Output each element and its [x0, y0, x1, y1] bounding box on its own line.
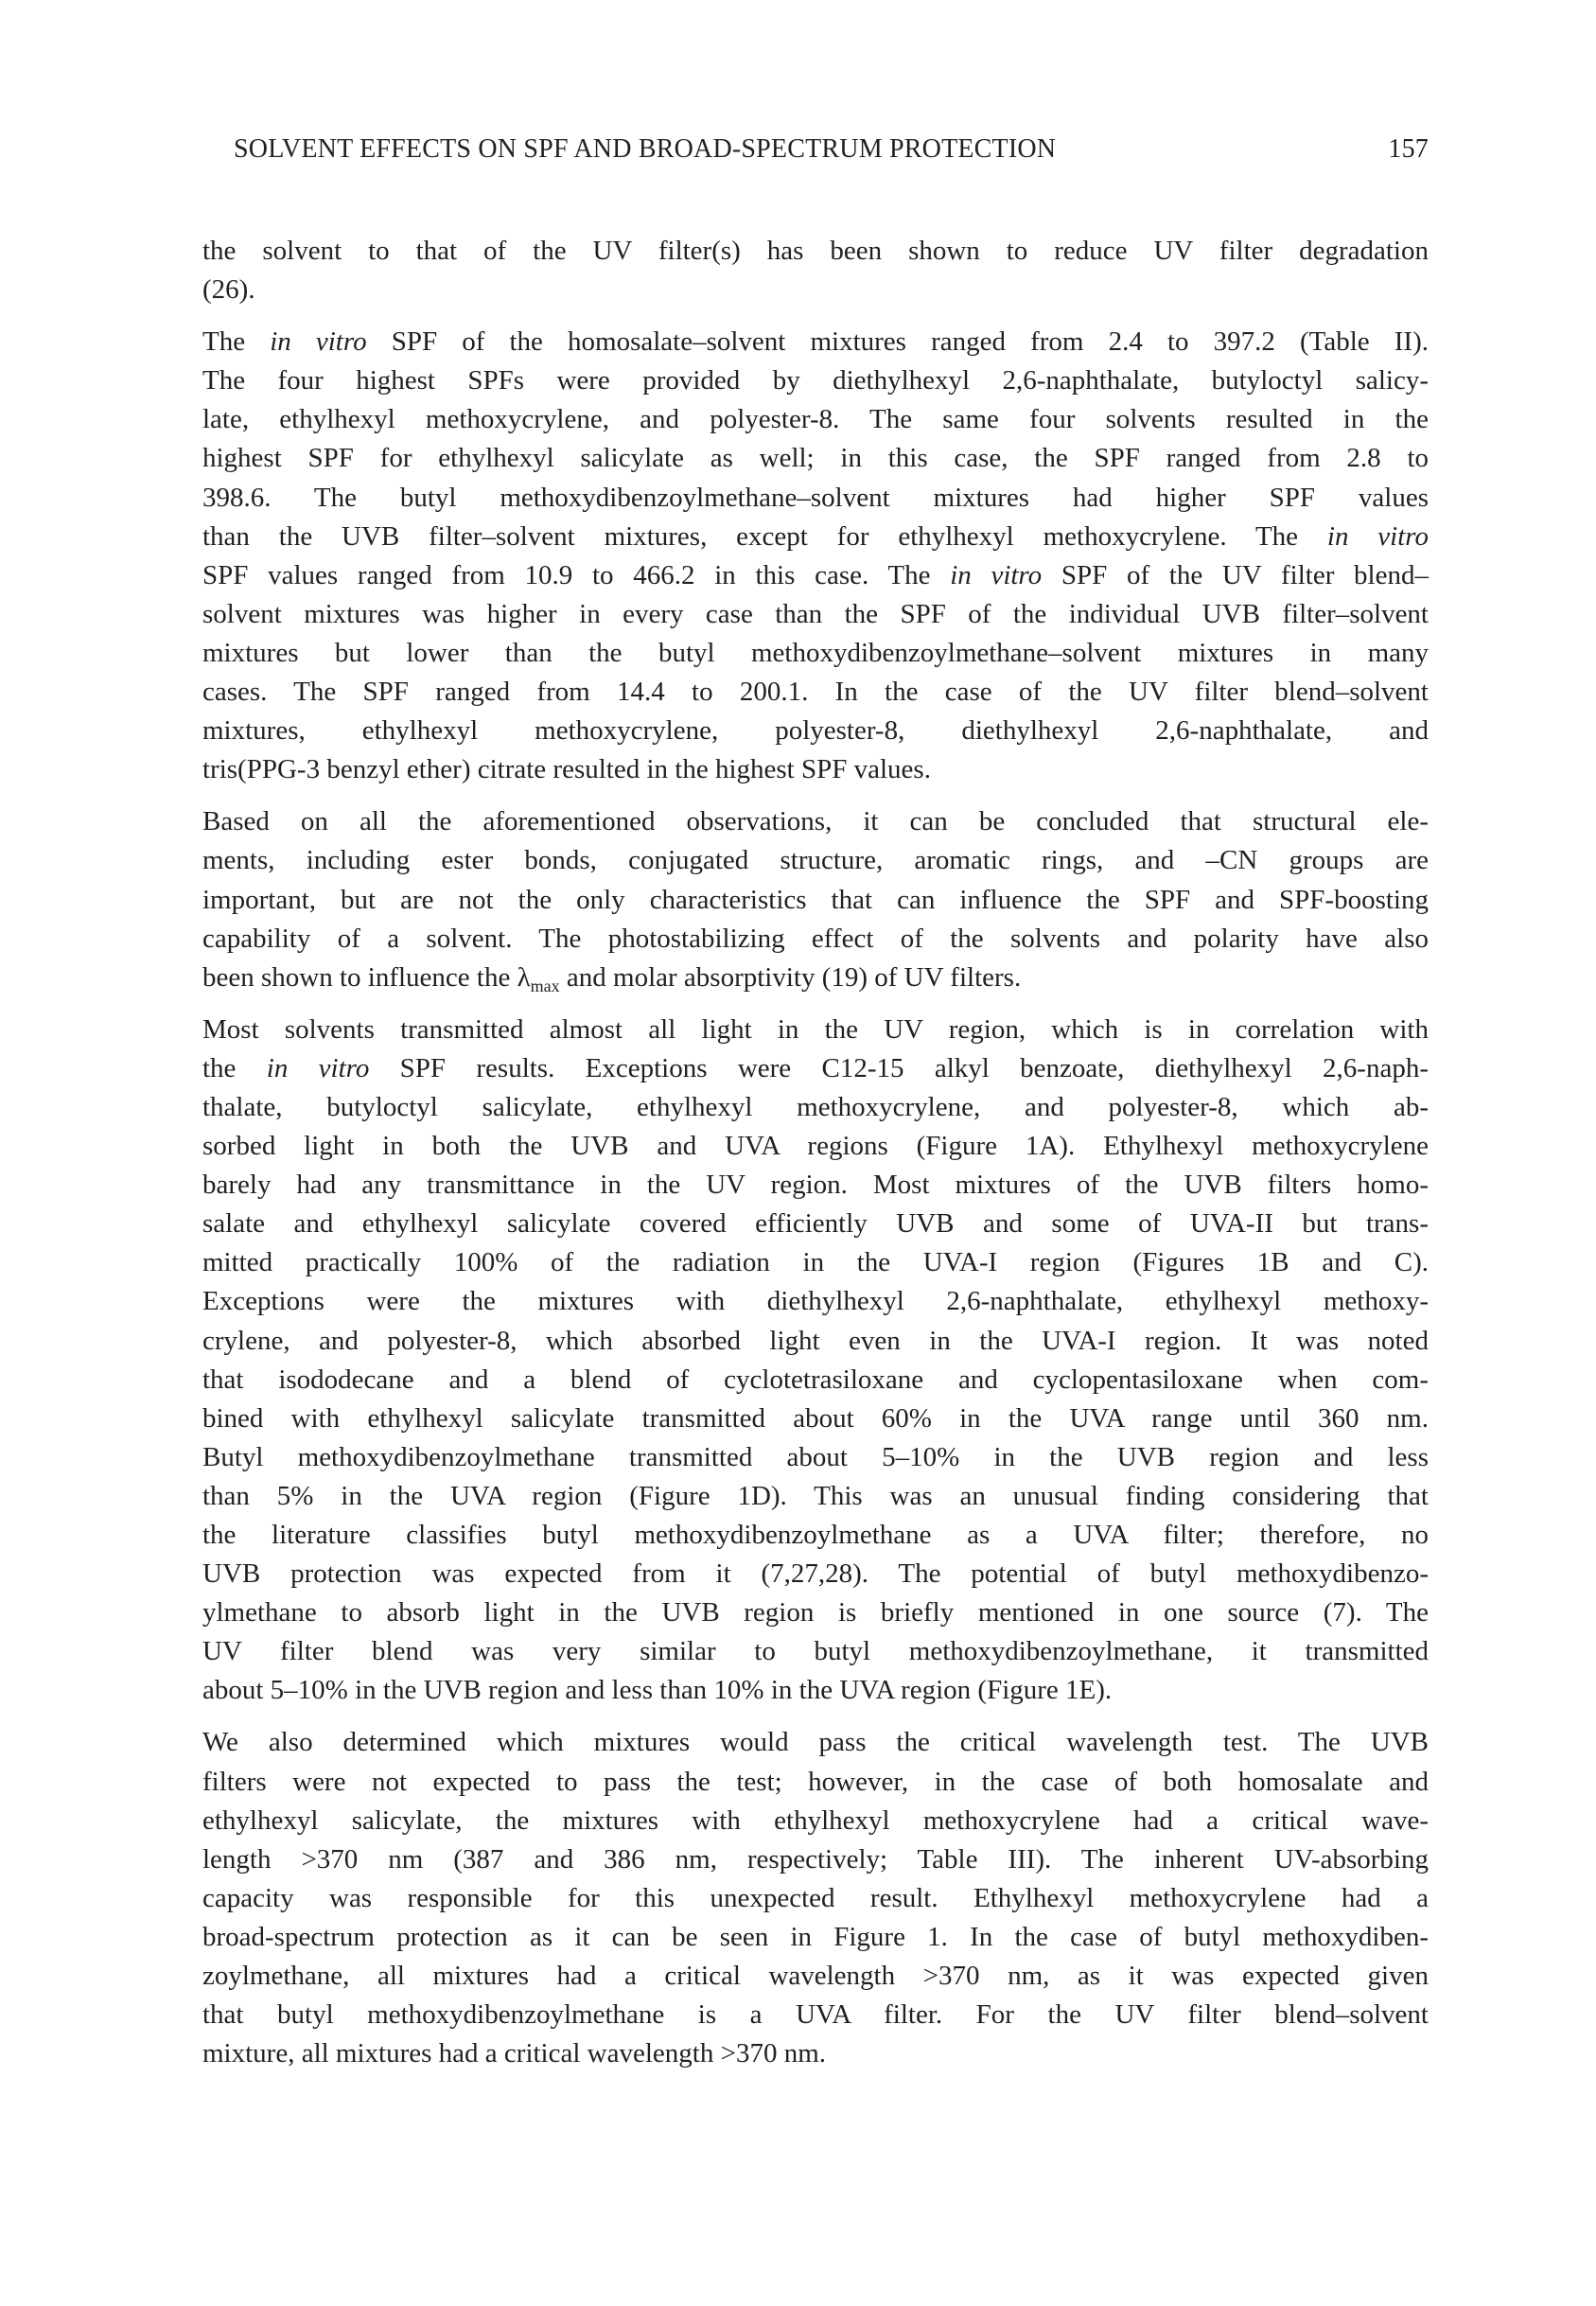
text-line: than 5% in the UVA region (Figure 1D). This was an unusual finding considering that — [202, 1480, 1429, 1511]
text-line: important, but are not the only characteristics that can influence the SPF and SPF-boosting — [202, 884, 1429, 915]
text-line: tris(PPG-3 benzyl ether) citrate resulted in the highest SPF values. — [202, 754, 931, 785]
text-line: highest SPF for ethylhexyl salicylate as well; in this case, the SPF ranged from 2.8 to — [202, 443, 1429, 474]
text-line: ylmethane to absorb light in the UVB region is briefly mentioned in one source (7). The — [202, 1597, 1429, 1628]
text-line: mixtures, ethylhexyl methoxycrylene, polyester-8, diethylhexyl 2,6-naphthalate, and — [202, 715, 1429, 747]
text-line: UV filter blend was very similar to butyl methoxydibenzoylmethane, it transmitted — [202, 1636, 1429, 1667]
text-line: ments, including ester bonds, conjugated structure, aromatic rings, and –CN groups are — [202, 845, 1429, 876]
text-line: than the UVB filter–solvent mixtures, except for ethylhexyl methoxycrylene. The in vitro — [202, 520, 1429, 552]
text-line: that butyl methoxydibenzoylmethane is a UVA filter. For the UV filter blend–solvent — [202, 1999, 1429, 2031]
paragraph — [202, 802, 1429, 996]
text-line: Exceptions were the mixtures with diethylhexyl 2,6-naphthalate, ethylhexyl methoxy- — [202, 1286, 1429, 1317]
text-line: The four highest SPFs were provided by diethylhexyl 2,6-naphthalate, butyloctyl salicy- — [202, 365, 1429, 396]
paragraph — [202, 1723, 1429, 2073]
text-line: about 5–10% in the UVB region and less than 10% in the UVA region (Figure 1E). — [202, 1675, 1113, 1706]
text-line: mixture, all mixtures had a critical wavelength >370 nm. — [202, 2038, 826, 2069]
text-line: capability of a solvent. The photostabilizing effect of the solvents and polarity have also — [202, 923, 1429, 954]
paragraph — [202, 323, 1429, 789]
text-line: thalate, butyloctyl salicylate, ethylhexyl methoxycrylene, and polyester-8, which ab- — [202, 1091, 1429, 1122]
text-line: length >370 nm (387 and 386 nm, respectively; Table III). The inherent UV-absorbing — [202, 1843, 1429, 1875]
text-line: Most solvents transmitted almost all light in the UV region, which is in correlation with — [202, 1013, 1429, 1045]
text-line: The in vitro SPF of the homosalate–solvent mixtures ranged from 2.4 to 397.2 (Table II). — [202, 326, 1429, 358]
text-line: salate and ethylhexyl salicylate covered efficiently UVB and some of UVA-II but trans- — [202, 1208, 1429, 1240]
paragraph — [202, 232, 1429, 309]
text-line: the in vitro SPF results. Exceptions were C12-15 alkyl benzoate, diethylhexyl 2,6-naph- — [202, 1052, 1429, 1083]
running-title: SOLVENT EFFECTS ON SPF AND BROAD-SPECTRUM PROTECTION — [234, 134, 1057, 164]
text-line: Based on all the aforementioned observations, it can be concluded that structural ele- — [202, 806, 1429, 837]
text-line: that isododecane and a blend of cyclotetrasiloxane and cyclopentasiloxane when com- — [202, 1364, 1429, 1395]
text-line: UVB protection was expected from it (7,27,28). The potential of butyl methoxydibenzo- — [202, 1558, 1429, 1590]
text-line: barely had any transmittance in the UV region. Most mixtures of the UVB filters homo- — [202, 1170, 1429, 1201]
text-line: bined with ethylhexyl salicylate transmitted about 60% in the UVA range until 360 nm. — [202, 1402, 1429, 1434]
text-line: late, ethylhexyl methoxycrylene, and polyester-8. The same four solvents resulted in the — [202, 404, 1429, 435]
text-line: ethylhexyl salicylate, the mixtures with ethylhexyl methoxycrylene had a critical wave- — [202, 1804, 1429, 1836]
text-line: cases. The SPF ranged from 14.4 to 200.1. In the case of the UV filter blend–solvent — [202, 677, 1429, 708]
text-line: capacity was responsible for this unexpected result. Ethylhexyl methoxycrylene had a — [202, 1882, 1429, 1913]
text-line: been shown to influence the $\lambda_{max}$ and molar absorptivity (19) of UV filters. — [202, 961, 1022, 995]
text-line: mixtures but lower than the butyl methoxydibenzoylmethane–solvent mixtures in many — [202, 637, 1429, 668]
text-line: We also determined which mixtures would pass the critical wavelength test. The UVB — [202, 1727, 1429, 1758]
text-line: the solvent to that of the UV filter(s) has been shown to reduce UV filter degradation — [202, 236, 1429, 266]
text-line: 398.6. The butyl methoxydibenzoylmethane–solvent mixtures had higher SPF values — [202, 482, 1429, 513]
text-line: crylene, and polyester-8, which absorbed light even in the UVA-I region. It was noted — [202, 1325, 1429, 1356]
text-line: sorbed light in both the UVB and UVA regions (Figure 1A). Ethylhexyl methoxycrylene — [202, 1131, 1429, 1162]
text-line: the literature classifies butyl methoxydibenzoylmethane as a UVA filter; therefore, no — [202, 1520, 1429, 1550]
text-line: broad-spectrum protection as it can be seen in Figure 1. In the case of butyl methoxydiben- — [202, 1921, 1429, 1952]
text-line: zoylmethane, all mixtures had a critical wavelength >370 nm, as it was expected given — [202, 1961, 1429, 1992]
text-line: (26). — [202, 274, 255, 306]
text-line: solvent mixtures was higher in every case than the SPF of the individual UVB filter–solvent — [202, 598, 1429, 629]
text-line: SPF values ranged from 10.9 to 466.2 in this case. The in vitro SPF of the UV filter blend– — [202, 559, 1429, 590]
page-number: 157 — [1388, 134, 1429, 164]
paragraph — [202, 1011, 1429, 1711]
body-text — [202, 232, 1429, 2073]
text-line: Butyl methoxydibenzoylmethane transmitted about 5–10% in the UVB region and less — [202, 1441, 1429, 1472]
running-header — [234, 131, 1429, 168]
text-line: filters were not expected to pass the test; however, in the case of both homosalate and — [202, 1766, 1429, 1797]
text-line: mitted practically 100% of the radiation in the UVA-I region (Figures 1B and C). — [202, 1247, 1429, 1278]
